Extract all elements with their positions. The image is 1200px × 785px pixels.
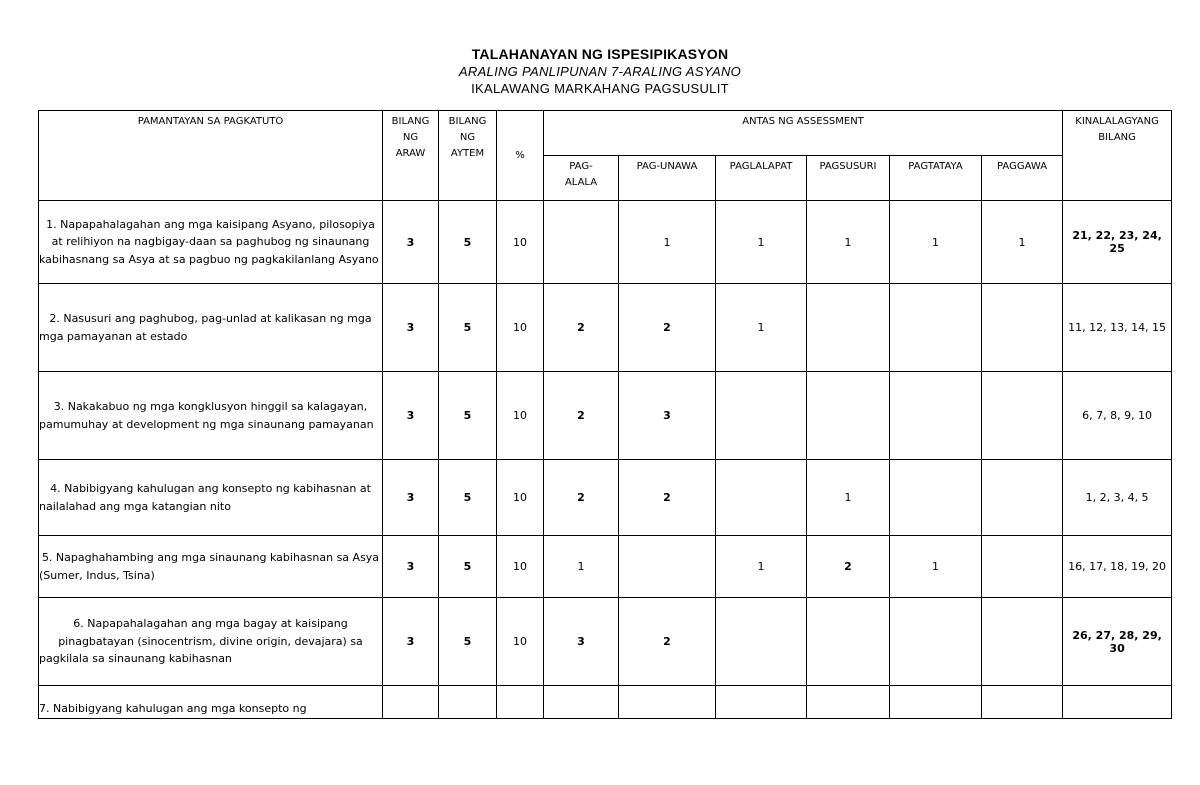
item-numbers-cell: 1, 2, 3, 4, 5 (1063, 460, 1172, 536)
table-row (39, 686, 1172, 719)
level-cell: 1 (716, 536, 807, 598)
items-cell: 5 (439, 201, 497, 284)
days-cell: 3 (383, 201, 439, 284)
header-level-understanding: PAG-UNAWA (619, 156, 716, 201)
table-row (39, 460, 1172, 536)
header-percent: % (497, 111, 544, 201)
level-cell: 1 (544, 536, 619, 598)
level-cell (716, 460, 807, 536)
level-cell (807, 372, 890, 460)
level-cell (982, 284, 1063, 372)
table-row (39, 536, 1172, 598)
days-cell: 3 (383, 460, 439, 536)
level-cell: 2 (807, 536, 890, 598)
header-level-remembering: PAG-ALALA (544, 156, 619, 201)
items-cell: 5 (439, 284, 497, 372)
level-cell: 1 (716, 201, 807, 284)
header-competency: PAMANTAYAN SA PAGKATUTO (39, 111, 383, 201)
header-level-analyzing: PAGSUSURI (807, 156, 890, 201)
percent-cell: 10 (497, 201, 544, 284)
percent-cell (497, 686, 544, 719)
days-cell: 3 (383, 372, 439, 460)
level-cell (982, 598, 1063, 686)
competency-cell: 3. Nakakabuo ng mga kongklusyon hinggil sa kalagayan, pamumuhay at development ng mga sinaunang pamayanan (39, 372, 383, 460)
level-cell (807, 598, 890, 686)
document-subtitle: ARALING PANLIPUNAN 7-ARALING ASYANO (458, 64, 742, 79)
level-cell (716, 372, 807, 460)
level-cell: 1 (982, 201, 1063, 284)
competency-cell: 7. Nabibigyang kahulugan ang mga konsepto ng (39, 686, 383, 719)
percent-cell: 10 (497, 536, 544, 598)
items-cell (439, 686, 497, 719)
header-level-creating: PAGGAWA (982, 156, 1063, 201)
level-cell: 2 (619, 460, 716, 536)
item-numbers-cell: 21, 22, 23, 24, 25 (1063, 201, 1172, 284)
percent-cell: 10 (497, 372, 544, 460)
table-row (39, 284, 1172, 372)
level-cell: 1 (890, 536, 982, 598)
items-cell: 5 (439, 372, 497, 460)
level-cell (890, 686, 982, 719)
level-cell: 1 (619, 201, 716, 284)
level-cell (807, 284, 890, 372)
level-cell: 1 (890, 201, 982, 284)
items-cell: 5 (439, 460, 497, 536)
days-cell (383, 686, 439, 719)
header-level-applying: PAGLALAPAT (716, 156, 807, 201)
competency-cell: 1. Napapahalagahan ang mga kaisipang Asyano, pilosopiya at relihiyon na nagbigay-daan sa paghubog ng sinaunang kabihasnang sa Asya at sa pagbuo ng pagkakilanlang Asyano (39, 201, 383, 284)
header-items: BILANG NG AYTEM (439, 111, 497, 201)
level-cell (982, 686, 1063, 719)
level-cell (982, 536, 1063, 598)
level-cell (544, 686, 619, 719)
level-cell (619, 686, 716, 719)
header-item-placement: KINALALAGYANG BILANG (1063, 111, 1172, 201)
days-cell: 3 (383, 536, 439, 598)
level-cell (716, 598, 807, 686)
level-cell: 2 (544, 372, 619, 460)
item-numbers-cell: 26, 27, 28, 29, 30 (1063, 598, 1172, 686)
competency-cell: 6. Napapahalagahan ang mga bagay at kaisipang pinagbatayan (sinocentrism, divine origin, devajara) sa pagkilala sa sinaunang kabihasnan (39, 598, 383, 686)
level-cell (807, 686, 890, 719)
percent-cell: 10 (497, 460, 544, 536)
table-row (39, 372, 1172, 460)
percent-cell: 10 (497, 284, 544, 372)
level-cell: 1 (716, 284, 807, 372)
level-cell: 2 (544, 460, 619, 536)
document-title: TALAHANAYAN NG ISPESIPIKASYON (471, 46, 729, 62)
level-cell: 1 (807, 201, 890, 284)
item-numbers-cell: 6, 7, 8, 9, 10 (1063, 372, 1172, 460)
table-row (39, 598, 1172, 686)
items-cell: 5 (439, 598, 497, 686)
table-row (39, 201, 1172, 284)
item-numbers-cell: 16, 17, 18, 19, 20 (1063, 536, 1172, 598)
level-cell: 3 (619, 372, 716, 460)
item-numbers-cell: 11, 12, 13, 14, 15 (1063, 284, 1172, 372)
level-cell: 2 (544, 284, 619, 372)
days-cell: 3 (383, 598, 439, 686)
specification-table (38, 110, 1172, 719)
competency-cell: 4. Nabibigyang kahulugan ang konsepto ng kabihasnan at nailalahad ang mga katangian nito (39, 460, 383, 536)
items-cell: 5 (439, 536, 497, 598)
level-cell (890, 460, 982, 536)
level-cell (716, 686, 807, 719)
competency-cell: 5. Napaghahambing ang mga sinaunang kabihasnan sa Asya (Sumer, Indus, Tsina) (39, 536, 383, 598)
header-days: BILANG NG ARAW (383, 111, 439, 201)
header-level-evaluating: PAGTATAYA (890, 156, 982, 201)
level-cell: 2 (619, 598, 716, 686)
level-cell: 2 (619, 284, 716, 372)
level-cell: 3 (544, 598, 619, 686)
level-cell (544, 201, 619, 284)
level-cell: 1 (807, 460, 890, 536)
competency-cell: 2. Nasusuri ang paghubog, pag-unlad at kalikasan ng mga mga pamayanan at estado (39, 284, 383, 372)
header-assessment: ANTAS NG ASSESSMENT (544, 111, 1063, 156)
level-cell (890, 372, 982, 460)
level-cell (982, 460, 1063, 536)
level-cell (982, 372, 1063, 460)
days-cell: 3 (383, 284, 439, 372)
level-cell (890, 284, 982, 372)
exam-title: IKALAWANG MARKAHANG PAGSUSULIT (471, 81, 729, 96)
level-cell (890, 598, 982, 686)
percent-cell: 10 (497, 598, 544, 686)
level-cell (619, 536, 716, 598)
item-numbers-cell (1063, 686, 1172, 719)
document-header (0, 46, 1200, 97)
